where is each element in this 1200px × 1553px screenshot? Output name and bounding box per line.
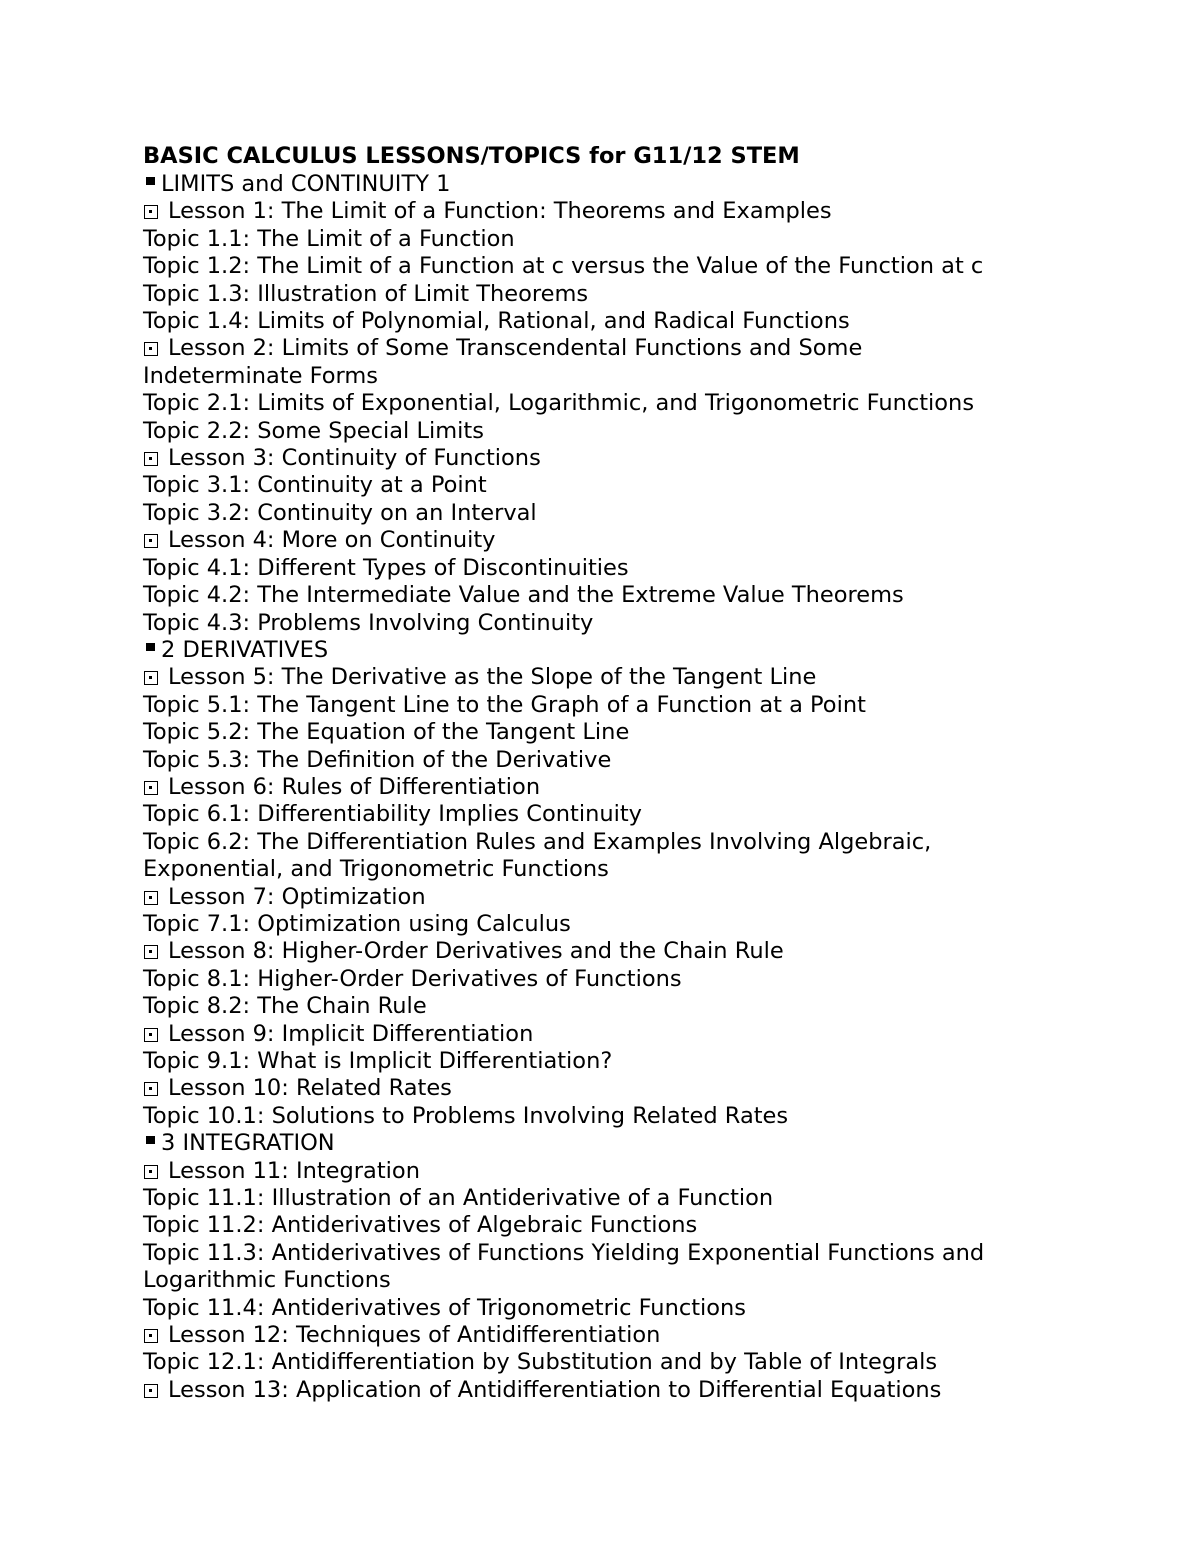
- lesson-list: [143, 171, 1043, 1404]
- lesson-line: [143, 1322, 1043, 1349]
- boxed-dot-icon: [144, 205, 158, 219]
- lesson-line: [143, 527, 1043, 554]
- lesson-text: Lesson 8: Higher-Order Derivatives and the Chain Rule: [168, 938, 784, 965]
- topic-text: Topic 6.1: Differentiability Implies Continuity: [143, 801, 642, 828]
- lesson-text: Lesson 4: More on Continuity: [168, 527, 496, 554]
- topic-text: Topic 4.1: Different Types of Discontinuities: [143, 554, 629, 581]
- lesson-text: Lesson 9: Implicit Differentiation: [168, 1020, 534, 1047]
- topic-text: Topic 11.1: Illustration of an Antiderivative of a Function: [143, 1185, 774, 1212]
- unit-text: 2 DERIVATIVES: [161, 636, 329, 663]
- topic-line: [143, 1240, 1043, 1267]
- topic-text: Topic 7.1: Optimization using Calculus: [143, 910, 571, 937]
- boxed-dot-icon: [144, 781, 158, 795]
- lesson-text: Lesson 1: The Limit of a Function: Theorems and Examples: [168, 198, 832, 225]
- lesson-line: [143, 884, 1043, 911]
- boxed-dot-icon: [144, 671, 158, 685]
- topic-text: Topic 3.1: Continuity at a Point: [143, 472, 487, 499]
- lesson-line: [143, 335, 1043, 362]
- topic-text: Exponential, and Trigonometric Functions: [143, 856, 609, 883]
- boxed-dot-icon: [144, 1028, 158, 1042]
- square-bullet-icon: [146, 643, 155, 651]
- topic-line: [143, 253, 1043, 280]
- lesson-line: [143, 1158, 1043, 1185]
- topic-text: Topic 3.2: Continuity on an Interval: [143, 499, 537, 526]
- topic-line: [143, 610, 1043, 637]
- topic-line: [143, 829, 1043, 856]
- lesson-text: Lesson 6: Rules of Differentiation: [168, 773, 541, 800]
- lesson-line: [143, 1075, 1043, 1102]
- boxed-dot-icon: [144, 1082, 158, 1096]
- topic-text: Topic 1.2: The Limit of a Function at c versus the Value of the Function at c: [143, 253, 984, 280]
- lesson-line: [143, 1021, 1043, 1048]
- topic-line: [143, 856, 1043, 883]
- topic-line: [143, 993, 1043, 1020]
- boxed-dot-icon: [144, 891, 158, 905]
- topic-line: [143, 911, 1043, 938]
- topic-text: Topic 1.1: The Limit of a Function: [143, 225, 515, 252]
- lesson-text: Lesson 5: The Derivative as the Slope of the Tangent Line: [168, 664, 817, 691]
- unit-line: [143, 637, 1043, 664]
- topic-text: Topic 9.1: What is Implicit Differentiation?: [143, 1048, 613, 1074]
- topic-text: Indeterminate Forms: [143, 362, 378, 389]
- topic-line: [143, 390, 1043, 417]
- topic-line: [143, 472, 1043, 499]
- lesson-line: [143, 938, 1043, 965]
- topic-text: Topic 4.2: The Intermediate Value and the Extreme Value Theorems: [143, 582, 904, 609]
- lesson-line: [143, 445, 1043, 472]
- unit-text: 3 INTEGRATION: [161, 1130, 335, 1157]
- lesson-line: [143, 774, 1043, 801]
- unit-line: [143, 1130, 1043, 1157]
- topic-line: [143, 582, 1043, 609]
- topic-text: Topic 12.1: Antidifferentiation by Substitution and by Table of Integrals: [143, 1349, 938, 1376]
- unit-line: [143, 171, 1043, 198]
- lesson-text: Lesson 3: Continuity of Functions: [168, 445, 541, 472]
- unit-text: LIMITS and CONTINUITY 1: [161, 171, 451, 197]
- boxed-dot-icon: [144, 342, 158, 356]
- lesson-line: [143, 198, 1043, 225]
- lesson-text: Lesson 11: Integration: [168, 1157, 420, 1184]
- topic-line: [143, 1212, 1043, 1239]
- lesson-line: [143, 1377, 1043, 1404]
- topic-line: [143, 966, 1043, 993]
- topic-text: Topic 10.1: Solutions to Problems Involving Related Rates: [143, 1102, 789, 1129]
- topic-line: [143, 226, 1043, 253]
- boxed-dot-icon: [144, 1165, 158, 1179]
- topic-text: Topic 4.3: Problems Involving Continuity: [143, 609, 594, 636]
- topic-line: [143, 1295, 1043, 1322]
- boxed-dot-icon: [144, 452, 158, 466]
- lesson-text: Lesson 2: Limits of Some Transcendental Functions and Some: [168, 335, 863, 362]
- topic-line: [143, 281, 1043, 308]
- lesson-text: Lesson 13: Application of Antidifferentiation to Differential Equations: [168, 1376, 942, 1403]
- boxed-dot-icon: [144, 1329, 158, 1343]
- square-bullet-icon: [146, 1136, 155, 1144]
- topic-line: [143, 692, 1043, 719]
- topic-line: [143, 1267, 1043, 1294]
- topic-line: [143, 1103, 1043, 1130]
- topic-text: Topic 2.1: Limits of Exponential, Logarithmic, and Trigonometric Functions: [143, 390, 975, 417]
- topic-text: Topic 1.4: Limits of Polynomial, Rational, and Radical Functions: [143, 308, 850, 335]
- topic-text: Topic 1.3: Illustration of Limit Theorems: [143, 280, 589, 307]
- topic-text: Topic 5.3: The Definition of the Derivative: [143, 746, 612, 773]
- topic-text: Topic 6.2: The Differentiation Rules and Examples Involving Algebraic,: [143, 828, 932, 855]
- boxed-dot-icon: [144, 945, 158, 959]
- topic-line: [143, 747, 1043, 774]
- boxed-dot-icon: [144, 534, 158, 548]
- square-bullet-icon: [146, 177, 155, 185]
- document-body: [143, 141, 1043, 1404]
- topic-text: Topic 2.2: Some Special Limits: [143, 417, 484, 444]
- topic-line: [143, 719, 1043, 746]
- topic-text: Topic 11.2: Antiderivatives of Algebraic Functions: [143, 1212, 698, 1239]
- topic-line: [143, 1349, 1043, 1376]
- topic-text: Topic 11.3: Antiderivatives of Functions Yielding Exponential Functions and: [143, 1239, 985, 1266]
- topic-text: Topic 8.1: Higher-Order Derivatives of Functions: [143, 965, 682, 992]
- topic-line: [143, 363, 1043, 390]
- topic-text: Topic 5.2: The Equation of the Tangent Line: [143, 719, 630, 746]
- topic-line: [143, 801, 1043, 828]
- topic-text: Topic 5.1: The Tangent Line to the Graph of a Function at a Point: [143, 691, 866, 718]
- lesson-line: [143, 664, 1043, 691]
- topic-line: [143, 418, 1043, 445]
- lesson-text: Lesson 12: Techniques of Antidifferentiation: [168, 1322, 661, 1349]
- topic-line: [143, 1048, 1043, 1075]
- topic-text: Logarithmic Functions: [143, 1267, 391, 1294]
- topic-text: Topic 11.4: Antiderivatives of Trigonometric Functions: [143, 1294, 747, 1321]
- topic-line: [143, 500, 1043, 527]
- topic-text: Topic 8.2: The Chain Rule: [143, 993, 427, 1020]
- topic-line: [143, 1185, 1043, 1212]
- document-title: BASIC CALCULUS LESSONS/TOPICS for G11/12 STEM: [143, 143, 800, 169]
- boxed-dot-icon: [144, 1384, 158, 1398]
- topic-line: [143, 555, 1043, 582]
- topic-line: [143, 308, 1043, 335]
- lesson-text: Lesson 10: Related Rates: [168, 1075, 452, 1102]
- lesson-text: Lesson 7: Optimization: [168, 883, 426, 910]
